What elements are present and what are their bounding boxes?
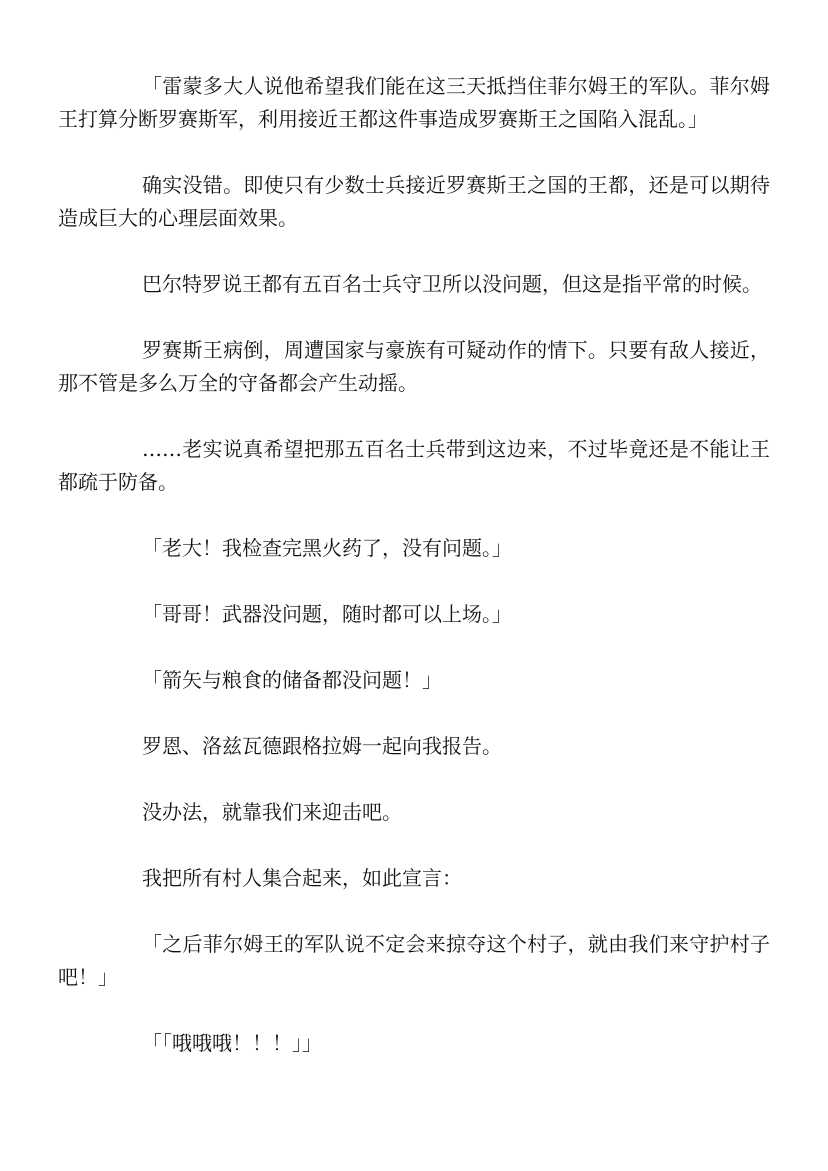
paragraph: 「雷蒙多大人说他希望我们能在这三天抵挡住菲尔姆王的军队。菲尔姆王打算分断罗赛斯军，利用接近王都这件事造成罗赛斯王之国陷入混乱。」 <box>58 74 770 131</box>
paragraph: 没办法，就靠我们来迎击吧。 <box>142 800 402 824</box>
paragraph: 罗赛斯王病倒，周遭国家与豪族有可疑动作的情下。只要有敌人接近，那不管是多么万全的守备都会产生动摇。 <box>58 338 770 395</box>
paragraph: 巴尔特罗说王都有五百名士兵守卫所以没问题，但这是指平常的时候。 <box>142 272 762 296</box>
paragraph: 罗恩、洛兹瓦德跟格拉姆一起向我报告。 <box>142 734 502 758</box>
paragraph: 「箭矢与粮食的储备都没问题！」 <box>142 668 442 692</box>
paragraph: 「哥哥！武器没问题，随时都可以上场。」 <box>142 602 512 626</box>
paragraph: 「「哦哦哦！！！」」 <box>142 1031 322 1055</box>
document-page <box>58 70 770 1093</box>
paragraph: 「之后菲尔姆王的军队说不定会来掠夺这个村子，就由我们来守护村子吧！」 <box>58 932 770 989</box>
paragraph: ……老实说真希望把那五百名士兵带到这边来，不过毕竟还是不能让王都疏于防备。 <box>58 437 770 494</box>
paragraph: 「老大！我检查完黑火药了，没有问题。」 <box>142 536 512 560</box>
paragraph: 确实没错。即使只有少数士兵接近罗赛斯王之国的王都，还是可以期待造成巨大的心理层面效果。 <box>58 173 770 230</box>
paragraph: 我把所有村人集合起来，如此宣言： <box>142 866 462 890</box>
